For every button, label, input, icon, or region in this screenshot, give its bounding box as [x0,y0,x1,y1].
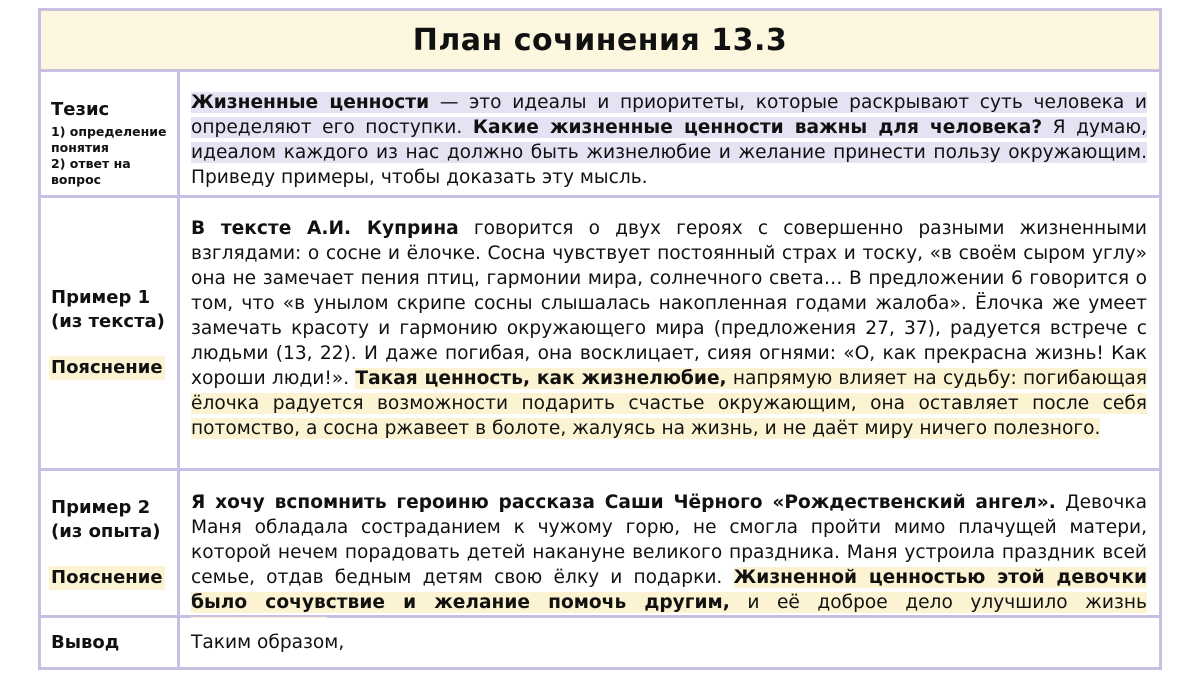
example2-explanation-bold: Жизненной ценностью этой девочки было сочувствие и желание помочь другим, [191,567,1147,613]
example2-lead: Я хочу вспомнить героиню рассказа Саши Чёрного «Рождественский ангел». [191,492,1056,513]
thesis-answer: Я думаю, идеалом каждого из нас должно быть жизнелюбие и желание принести пользу окружающим. [191,117,1147,163]
conclusion-label: Вывод [51,631,120,653]
conclusion-content-cell [180,618,1159,667]
example2-label-line1: Пример 2 [51,497,151,518]
example2-text: Девочка Маня обладала состраданием к чужому горю, не смогла пройти мимо плачущей матери, которой нечем порадовать детей накануне великого праздника. Маня устроила праздник всей семье, отдав бедным детям свою ёлку и подарки. [191,492,1147,588]
title-cell [41,11,1159,69]
example1-text: говорится о двух героях с совершенно разными жизненными взглядами: о сосне и ёлочке. Сосна чувствует постоянный страх и тоску, «в своём сыром углу» она не замечает пения птиц, гармонии мира, солнечного света… В предложении 6 говорится о том, что «в унылом скрипе сосны слышалась накопленная годами жалоба». Ёлочка же умеет замечать красоту и гармонию окружающего мира (предложения 27, 37), радуется встрече с людьми (13, 22). И даже погибая, она восклицает, сияя огнями: «О, как прекрасна жизнь! Как хороши люди!». [191,218,1147,389]
example1-explanation-bold: Такая ценность, как жизнелюбие, [355,368,727,389]
thesis-definition: — это идеалы и приоритеты, которые раскрывают суть человека и определяют его поступки. [191,92,1147,138]
example2-explanation-label: Пояснение [51,567,163,588]
example2-label-cell [41,471,177,615]
thesis-step-1: 1) определение понятия [51,124,167,155]
example2-content-cell [180,471,1159,615]
example1-label-line1: Пример 1 [51,287,151,308]
example1-paragraph [191,216,1147,441]
thesis-label-cell [41,72,177,195]
conclusion-label-cell [41,618,177,667]
example1-explanation-label: Пояснение [51,357,163,378]
page-title: План сочинения 13.3 [412,22,788,58]
essay-plan-table [38,8,1162,670]
thesis-step-2: 2) ответ на вопрос [51,156,131,187]
thesis-label: Тезис [51,99,110,120]
thesis-content-cell [180,72,1159,195]
thesis-question: Какие жизненные ценности важны для человека? [472,117,1043,138]
example1-content-cell [180,198,1159,468]
thesis-term: Жизненные ценности [191,92,430,113]
thesis-transition: Приведу примеры, чтобы доказать эту мысль. [191,167,648,188]
example1-label-line2: (из текста) [51,311,165,332]
example1-lead: В тексте А.И. Куприна [191,218,459,239]
conclusion-text: Таким образом, [191,632,345,653]
example1-label-cell [41,198,177,468]
thesis-paragraph [191,90,1147,190]
example2-explanation-text: и её доброе дело улучшило жизнь [747,592,1147,613]
example2-label-line2: (из опыта) [51,521,161,542]
example1-explanation-text: напрямую влияет на судьбу: погибающая ёлочка радуется возможности подарить счастье окружающим, она оставляет после себя потомство, а сосна ржавеет в болоте, жалуясь на жизнь, и не даёт миру ничего полезного. [191,368,1147,439]
